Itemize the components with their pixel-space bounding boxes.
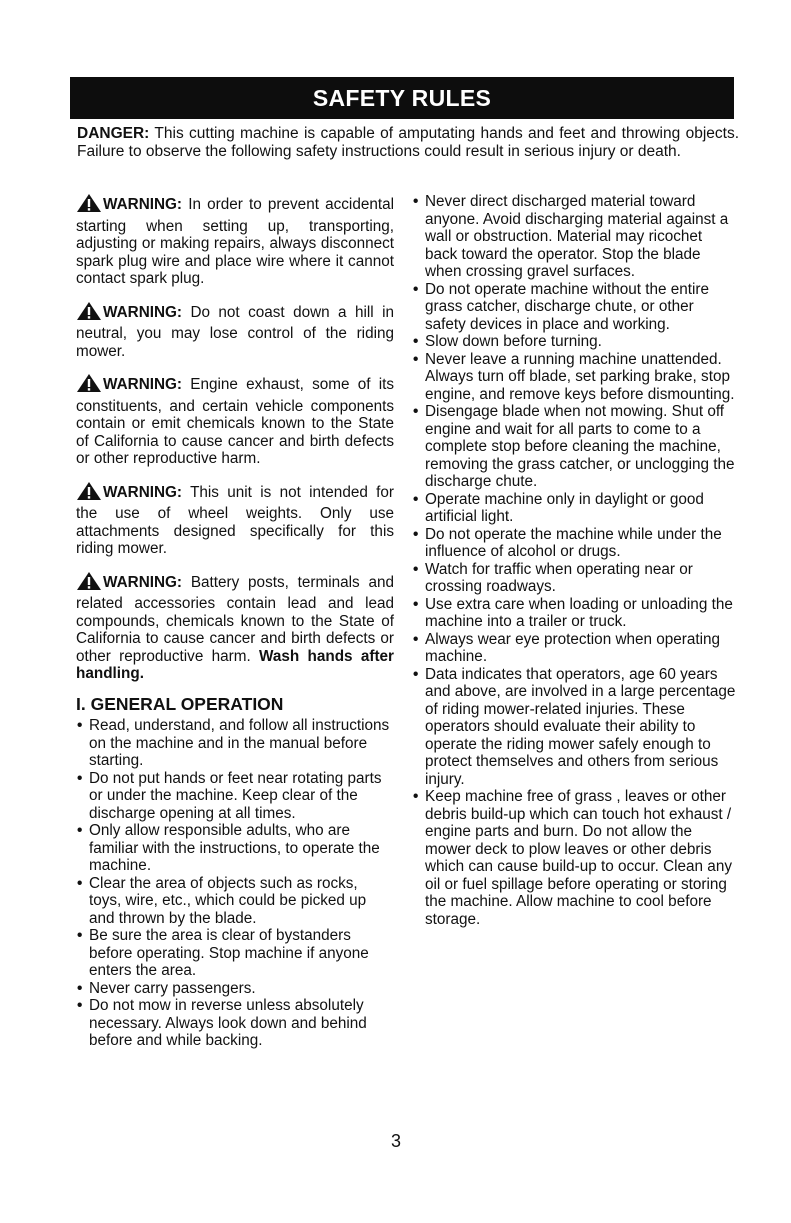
warning-text: In order to prevent accidental starting when setting up, transporting, adjusting or making repairs, always disconnect spark plug wire and place wire where it cannot contact spark plug.: [76, 196, 394, 287]
bullet-text: Operate machine only in daylight or good artificial light.: [425, 490, 704, 525]
bullet-dot: •: [413, 350, 419, 368]
right-bullet-list: [412, 193, 738, 928]
bullet-dot: •: [77, 769, 83, 787]
warning-text: Engine exhaust, some of its constituents, and certain vehicle components contain or emit chemicals known to the State of California to cause cancer and birth defects or other reproductive harm.: [76, 376, 395, 467]
bullet-text: Disengage blade when not mowing. Shut off engine and wait for all parts to come to a complete stop before cleaning the machine, removing the grass catcher, or unclogging the discharge chute.: [425, 403, 735, 490]
warning-emphasis: Wash hands after handling.: [76, 647, 394, 682]
bullet-dot: •: [77, 822, 83, 839]
bullet-dot: •: [77, 717, 83, 734]
warning-label: WARNING:: [103, 196, 183, 213]
bullet-text: Never leave a running machine unattended. Always turn off blade, set parking brake, stop engine, and remove keys before dismounting.: [425, 350, 735, 403]
bullet-text: Do not operate the machine while under the influence of alcohol or drugs.: [425, 525, 722, 560]
bullet-text: Do not put hands or feet near rotating parts or under the machine. Keep clear of the discharge opening at all times.: [89, 769, 382, 822]
banner-title: SAFETY RULES: [312, 84, 492, 111]
warning-label: WARNING:: [103, 573, 183, 591]
bullet-text: Data indicates that operators, age 60 years and above, are involved in a large percentage of riding mower-related injuries. These operators should evaluate their ability to operate the riding mower safely enough to protect themselves and others from serious injury.: [425, 665, 736, 788]
warning-label: WARNING:: [103, 303, 183, 321]
bullet-text: Read, understand, and follow all instructions on the machine and in the manual before starting.: [89, 717, 390, 769]
bullet-dot: •: [413, 193, 419, 210]
bullet-text: Do not mow in reverse unless absolutely necessary. Always look down and behind before and while backing.: [89, 997, 367, 1049]
warning-triangle-icon: [76, 193, 102, 218]
bullet-text: Clear the area of objects such as rocks, toys, wire, etc., which could be picked up and thrown by the blade.: [89, 874, 367, 927]
right-column: [412, 193, 738, 928]
warning-label: WARNING:: [103, 483, 183, 501]
warning-triangle-icon: [76, 301, 102, 326]
bullet-item: [412, 281, 738, 334]
bullet-item: [76, 717, 394, 770]
bullet-text: Never direct discharged material toward anyone. Avoid discharging material against a wall or obstruction. Material may ricochet back toward the operator. Stop the blade when crossing gravel surfaces.: [425, 193, 729, 280]
warning-paragraph: [76, 373, 394, 468]
safety-rules-banner: [70, 77, 734, 119]
bullet-item: [76, 875, 394, 928]
bullet-dot: •: [413, 595, 419, 613]
left-bullet-list: [76, 717, 394, 1050]
danger-text: This cutting machine is capable of amputating hands and feet and throwing objects. Failure to observe the following safety instructions could result in serious injury or death.: [77, 125, 739, 160]
warning-triangle-icon: [76, 571, 102, 596]
bullet-dot: •: [413, 525, 419, 543]
page-number: 3: [391, 1131, 402, 1151]
bullet-item: [76, 980, 394, 998]
bullet-item: [76, 997, 394, 1050]
bullet-item: [76, 770, 394, 823]
warning-text: Do not coast down a hill in neutral, you may lose control of the riding mower.: [76, 303, 394, 360]
bullet-dot: •: [413, 788, 419, 805]
bullet-text: Watch for traffic when operating near or crossing roadways.: [425, 560, 693, 595]
bullet-dot: •: [77, 927, 83, 944]
bullet-text: Never carry passengers.: [89, 979, 256, 997]
left-column: [76, 193, 394, 1050]
bullet-item: [412, 596, 738, 631]
warning-text: This unit is not intended for the use of wheel weights. Only use attachments designed specifically for this riding mower.: [76, 483, 394, 557]
danger-notice: [77, 125, 739, 160]
bullet-item: [412, 788, 738, 928]
warning-triangle-icon: [76, 481, 102, 506]
bullet-item: [412, 666, 738, 789]
warning-paragraph: [76, 193, 394, 288]
warning-list: [76, 193, 394, 683]
bullet-dot: •: [77, 874, 83, 892]
bullet-dot: •: [413, 333, 419, 350]
bullet-item: [412, 561, 738, 596]
warning-paragraph: [76, 301, 394, 361]
bullet-item: [412, 333, 738, 351]
bullet-item: [412, 193, 738, 281]
bullet-item: [412, 351, 738, 404]
bullet-item: [76, 822, 394, 875]
warning-paragraph: [76, 481, 394, 558]
bullet-dot: •: [413, 630, 419, 648]
bullet-item: [412, 526, 738, 561]
bullet-text: Only allow responsible adults, who are familiar with the instructions, to operate the machine.: [89, 822, 380, 874]
bullet-item: [412, 403, 738, 491]
bullet-dot: •: [413, 403, 419, 420]
bullet-dot: •: [77, 997, 83, 1014]
bullet-dot: •: [413, 280, 419, 298]
bullet-item: [412, 491, 738, 526]
bullet-text: Be sure the area is clear of bystanders before operating. Stop machine if anyone enters the area.: [89, 927, 369, 979]
danger-label: DANGER:: [77, 125, 150, 142]
warning-triangle-icon: [76, 373, 102, 398]
bullet-dot: •: [413, 490, 419, 508]
bullet-dot: •: [413, 560, 419, 578]
bullet-dot: •: [77, 979, 83, 997]
section-title: I. GENERAL OPERATION: [76, 693, 284, 714]
warning-text: Battery posts, terminals and related accessories contain lead and lead compounds, chemicals known to the State of California to cause cancer and birth defects or other reproductive harm.: [76, 573, 394, 665]
bullet-text: Keep machine free of grass , leaves or other debris build-up which can touch hot exhaust / engine parts and burn. Do not allow the mower deck to plow leaves or other debris which can cause build-up to occur. Clean any oil or fuel spillage before operating or storing the machine. Allow machine to cool before storage.: [425, 788, 732, 928]
bullet-text: Use extra care when loading or unloading the machine into a trailer or truck.: [425, 595, 733, 630]
warning-paragraph: [76, 571, 394, 683]
bullet-text: Do not operate machine without the entire grass catcher, discharge chute, or other safety devices in place and working.: [425, 280, 710, 333]
bullet-item: [76, 927, 394, 980]
bullet-text: Always wear eye protection when operating machine.: [425, 630, 721, 665]
bullet-dot: •: [413, 665, 419, 683]
warning-label: WARNING:: [103, 376, 183, 393]
bullet-item: [412, 631, 738, 666]
bullet-text: Slow down before turning.: [425, 333, 602, 350]
